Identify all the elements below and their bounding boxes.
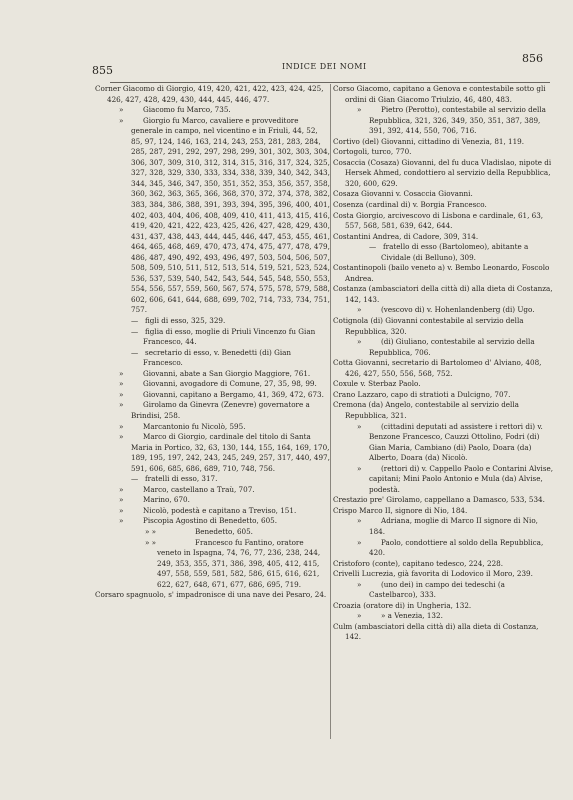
entry-text: Costanza (ambasciatori della città di) alla dieta di Costanza, 142, 143. — [333, 284, 553, 304]
entry-marker: » — [357, 421, 362, 431]
entry-text: Corner Giacomo di Giorgio, 419, 420, 421, 422, 423, 424, 425, 426, 427, 428, 429, 430, 444, 445, 446, 477. — [95, 84, 324, 104]
index-entry — [333, 305, 555, 316]
entry-text: Giacomo fu Marco, 735. — [143, 105, 231, 115]
entry-marker: » — [119, 432, 124, 442]
entry-marker: » — [357, 516, 362, 526]
entry-marker: » — [119, 379, 124, 389]
entry-text: Adriana, moglie di Marco II signore di Nio, 184. — [369, 516, 538, 536]
entry-marker: » — [357, 337, 362, 347]
index-entry — [333, 189, 555, 200]
entry-text: (di) Giuliano, contestabile al servizio della Repubblica, 706. — [369, 337, 535, 357]
entry-marker: » — [119, 400, 124, 410]
index-entry — [333, 611, 555, 622]
entry-text: Cosaccia (Cosaza) Giovanni, del fu duca Vladislao, nipote di Hersek Ahmed, condottiero al servizio della Repubblica, 320, 600, 629. — [333, 157, 552, 188]
entry-marker: » — [119, 105, 124, 115]
index-entry — [333, 622, 555, 643]
entry-marker: » » — [145, 537, 157, 547]
entry-marker: » — [119, 421, 124, 431]
entry-marker: » — [357, 611, 362, 621]
entry-text: fratello di esso (Bartolomeo), abitante a Cividale (di Belluno), 309. — [381, 242, 529, 262]
entry-text: Marco di Giorgio, cardinale del titolo di Santa Maria in Portico, 32, 63, 130, 144, 155, 164, 169, 170, 189, 195, 197, 242, 243, 245, 249, 257, 317, 440, 497, 591, 606, 685, 686, 689, 710, 748, 756. — [131, 432, 330, 473]
entry-marker: » — [357, 579, 362, 589]
entry-marker: » — [357, 305, 362, 315]
entry-marker: » — [357, 537, 362, 547]
index-entry — [333, 158, 555, 190]
entry-text: (vescovo di) v. Hohenlandenberg (di) Ugo. — [381, 305, 535, 315]
entry-text: Marino, 670. — [143, 495, 190, 505]
index-entry — [95, 116, 330, 316]
index-entry — [333, 569, 555, 580]
entry-marker: — — [131, 316, 139, 326]
entry-text: (cittadini deputati ad assistere i rettori di) v. Benzone Francesco, Cauzzi Ottolino, Fodri (di) Gian Maria, Cambiano (di) Paolo, Doara (da) Alberto, Doara (da) Nicolò. — [369, 421, 543, 463]
entry-text: Nicolò, podestà e capitano a Treviso, 151. — [143, 505, 297, 515]
index-entry — [333, 242, 555, 263]
entry-text: figlia di esso, moglie di Priuli Vincenzo fu Gian Francesco, 44. — [143, 326, 316, 347]
entry-marker: » — [119, 368, 124, 378]
index-entry — [333, 147, 555, 158]
entry-text: Cristoforo (conte), capitano tedesco, 224, 228. — [333, 558, 503, 568]
entry-marker: » — [357, 105, 362, 115]
entry-text: Cortogoli, turco, 770. — [333, 147, 412, 157]
index-entry — [333, 284, 555, 305]
entry-marker: — — [369, 242, 377, 252]
running-title: INDICE DEI NOMI — [282, 62, 367, 71]
entry-text: Cosenza (cardinal di) v. Borgia Francesco. — [333, 200, 487, 210]
entry-text: (uno dei) in campo dei tedeschi (a Castelbarco), 333. — [369, 579, 505, 600]
index-entry — [95, 400, 330, 421]
entry-text: Corso Giacomo, capitano a Genova e contestabile sotto gli ordini di Gian Giacomo Triulzio, 46, 480, 483. — [333, 84, 546, 104]
entry-text: (rettori di) v. Cappello Paolo e Contarini Alvise, capitani; Mini Paolo Antonio e Mula (da) Alvise, podestà. — [369, 463, 554, 494]
index-entry — [95, 527, 330, 538]
header-rule — [110, 82, 550, 83]
index-entry — [95, 379, 330, 390]
entry-text: Cremona (da) Angelo, contestabile al servizio della Repubblica, 321. — [333, 400, 519, 420]
index-entry — [95, 422, 330, 433]
page-number-right: 856 — [522, 52, 543, 65]
entry-marker: » » — [145, 526, 157, 536]
entry-text: Costantini Andrea, di Cadore, 309, 314. — [333, 231, 479, 241]
entry-text: Coxule v. Sterbaz Paolo. — [333, 379, 421, 389]
entry-text: Francesco fu Fantino, oratore veneto in Ispagna, 74, 76, 77, 236, 238, 244, 249, 353, 355, 371, 386, 398, 405, 412, 415, 497, 558, 559, 581, 582, 586, 615, 616, 621, 622, 627, 648, 671, 677, 686, 695, 719. — [157, 537, 321, 589]
index-entry — [95, 369, 330, 380]
index-entry — [333, 516, 555, 537]
entry-marker: » — [119, 516, 124, 526]
index-entry — [333, 263, 555, 284]
index-column-right — [333, 84, 555, 643]
index-entry — [95, 495, 330, 506]
entry-text: » a Venezia, 132. — [381, 611, 443, 621]
entry-marker: » — [119, 495, 124, 505]
entry-text: Culm (ambasciatori della città di) alla dieta di Costanza, 142. — [333, 621, 539, 642]
entry-text: Paolo, condottiere al soldo della Repubblica, 420. — [369, 537, 544, 558]
index-entry — [333, 232, 555, 243]
index-entry — [333, 601, 555, 612]
entry-marker: » — [119, 389, 124, 399]
entry-marker: — — [131, 347, 139, 357]
index-entry — [333, 105, 555, 137]
entry-text: Corsaro spagnuolo, s' impadronisce di una nave dei Pesaro, 24. — [95, 590, 327, 600]
entry-text: Costantinopoli (bailo veneto a) v. Bembo Leonardo, Foscolo Andrea. — [333, 263, 550, 283]
index-entry — [333, 495, 555, 506]
entry-text: Piscopia Agostino di Benedetto, 605. — [143, 516, 278, 526]
index-entry — [333, 137, 555, 148]
index-entry — [333, 84, 555, 105]
index-entry — [333, 464, 555, 496]
entry-marker: » — [357, 463, 362, 473]
index-entry — [333, 559, 555, 570]
page-number-left: 855 — [92, 64, 113, 77]
index-entry — [95, 538, 330, 591]
index-entry — [95, 432, 330, 474]
entry-text: Crivelli Lucrezia, già favorita di Lodovico il Moro, 239. — [333, 569, 533, 579]
entry-text: Costa Giorgio, arcivescovo di Lisbona e cardinale, 61, 63, 557, 568, 581, 639, 642, 644. — [333, 210, 544, 231]
entry-text: Cotta Giovanni, secretario di Bartolomeo d' Alviano, 408, 426, 427, 550, 556, 568, 752. — [333, 358, 542, 378]
index-entry — [95, 316, 330, 327]
entry-text: Giovanni, abate a San Giorgio Maggiore, 761. — [143, 368, 311, 378]
index-entry — [333, 379, 555, 390]
entry-text: Girolamo da Ginevra (Zenevre) governatore a Brindisi, 258. — [131, 400, 310, 420]
index-entry — [95, 516, 330, 527]
index-entry — [95, 506, 330, 517]
index-entry — [333, 337, 555, 358]
index-entry — [95, 474, 330, 485]
entry-text: Crano Lazzaro, capo di stratioti a Dulcigno, 707. — [333, 389, 511, 399]
entry-text: Giovanni, avogadore di Comune, 27, 35, 98, 99. — [143, 379, 317, 389]
entry-text: Cortivo (del) Giovanni, cittadino di Venezia, 81, 119. — [333, 136, 525, 146]
entry-text: figli di esso, 325, 329. — [145, 316, 226, 326]
index-entry — [333, 211, 555, 232]
index-column-left — [95, 84, 330, 601]
entry-marker: — — [131, 474, 139, 484]
index-entry — [333, 538, 555, 559]
index-entry — [333, 200, 555, 211]
index-entry — [95, 348, 330, 369]
entry-text: Cosaza Giovanni v. Cosaccia Giovanni. — [333, 189, 473, 199]
index-entry — [333, 316, 555, 337]
index-entry — [333, 422, 555, 464]
index-entry — [95, 327, 330, 348]
index-entry — [95, 390, 330, 401]
index-entry — [333, 580, 555, 601]
index-entry — [95, 105, 330, 116]
index-entry — [333, 390, 555, 401]
entry-text: fratelli di esso, 317. — [145, 474, 218, 484]
column-divider — [330, 84, 331, 739]
entry-marker: » — [119, 484, 124, 494]
entry-text: Giorgio fu Marco, cavaliere e provveditore generale in campo, nel vicentino e in Friuli, 44, 52, 85, 97, 124, 146, 163, 214, 243, 253, 281, 283, 284, 285, 287, 291, 292, 297, 298, 299, 301, 302, 303, 304, 306, 307, 309, 310, 312, 314, 315, 316, 317, 324, 325, 327, 328, 329, 330, 333, 334, 338, 339, 340, 342, 343, 344, 345, 346, 347, 350, 351, 352, 353, 356, 357, 358, 360, 362, 363, 365, 366, 368, 370, 372, 374, 378, 382, 383, 384, 386, 388, 391, 393, 394, 395, 396, 400, 401, 402, 403, 404, 406, 408, 409, 410, 411, 413, 415, 416, 419, 420, 421, 422, 423, 425, 426, 427, 428, 429, 430, 431, 437, 438, 443, 444, 445, 446, 447, 453, 455, 461, 464, 465, 468, 469, 470, 473, 474, 475, 477, 478, 479, 486, 487, 490, 492, 493, 496, 497, 503, 504, 506, 507, 508, 509, 510, 511, 512, 513, 514, 519, 521, 523, 524, 536, 537, 539, 540, 542, 543, 544, 545, 548, 550, 553, 554, 556, 557, 559, 560, 567, 574, 575, 578, 579, 588, 602, 606, 641, 644, 688, 699, 702, 714, 733, 734, 751, 757. — [131, 115, 330, 315]
entry-text: Crestazio pre' Girolamo, cappellano a Damasco, 533, 534. — [333, 495, 545, 505]
entry-text: Benedetto, 605. — [195, 526, 253, 536]
entry-marker: — — [131, 326, 139, 336]
entry-marker: » — [119, 115, 124, 125]
index-entry — [95, 590, 330, 601]
entry-text: Pietro (Perotto), contestabile al servizio della Repubblica, 321, 326, 349, 350, 351, 387, 389, 391, 392, 414, 550, 706, 716. — [369, 105, 546, 136]
entry-text: Crispo Marco II, signore di Nio, 184. — [333, 505, 468, 515]
entry-text: Croazia (oratore di) in Ungheria, 132. — [333, 600, 472, 610]
index-entry — [95, 84, 330, 105]
entry-marker: » — [119, 505, 124, 515]
index-entry — [333, 400, 555, 421]
entry-text: Marco, castellano a Traù, 707. — [143, 484, 255, 494]
index-entry — [333, 358, 555, 379]
entry-text: Giovanni, capitano a Bergamo, 41, 369, 472, 673. — [143, 389, 324, 399]
index-entry — [95, 485, 330, 496]
entry-text: secretario di esso, v. Benedetti (di) Gian Francesco. — [143, 347, 292, 368]
entry-text: Marcantonio fu Nicolò, 595. — [143, 421, 246, 431]
running-header — [0, 50, 573, 77]
index-entry — [333, 506, 555, 517]
entry-text: Cotignola (di) Giovanni contestabile al servizio della Repubblica, 320. — [333, 316, 524, 336]
